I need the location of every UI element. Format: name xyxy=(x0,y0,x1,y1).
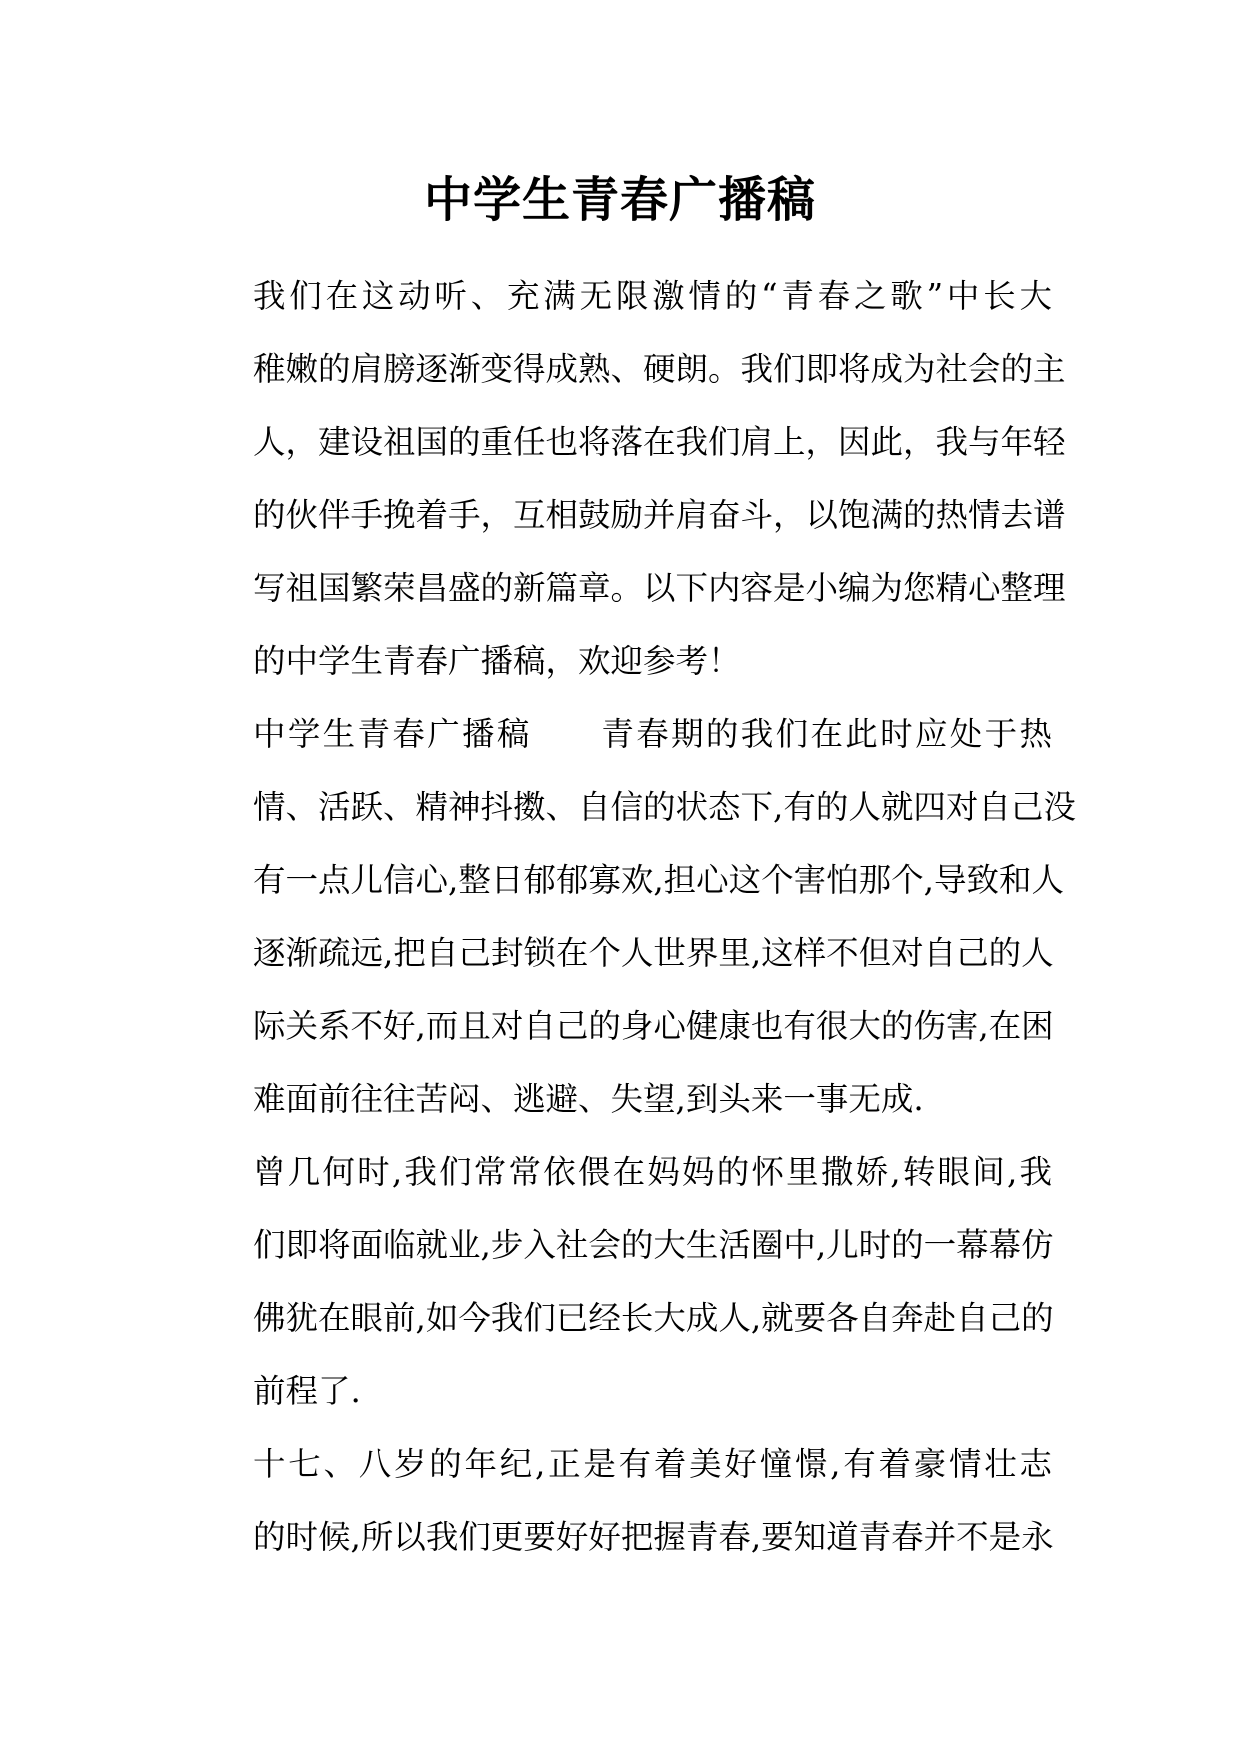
text-line: 的时候,所以我们更要好好把握青春,要知道青春并不是永 xyxy=(253,1518,1054,1556)
document-title: 中学生青春广播稿 xyxy=(423,172,816,228)
text-line: 的伙伴手挽着手，互相鼓励并肩奋斗，以饱满的热情去谱 xyxy=(253,496,1066,534)
text-line: 写祖国繁荣昌盛的新篇章。以下内容是小编为您精心整理 xyxy=(253,569,1066,607)
paragraph-broadcast xyxy=(188,698,1076,1136)
paragraph-intro xyxy=(188,260,1066,698)
document-body xyxy=(188,260,1076,1574)
paragraph-youth xyxy=(188,1428,1052,1574)
text-line: 稚嫩的肩膀逐渐变得成熟、硬朗。我们即将成为社会的主 xyxy=(253,350,1066,388)
text-line: 难面前往往苦闷、逃避、失望,到头来一事无成. xyxy=(253,1080,924,1118)
text-line: 曾几何时,我们常常依偎在妈妈的怀里撒娇,转眼间,我 xyxy=(253,1153,1052,1191)
text-line: 十七、八岁的年纪,正是有着美好憧憬,有着豪情壮志 xyxy=(253,1445,1052,1483)
text-line: 有一点儿信心,整日郁郁寡欢,担心这个害怕那个,导致和人 xyxy=(253,861,1064,899)
text-line: 的中学生青春广播稿，欢迎参考！ xyxy=(253,642,741,680)
text-line: 际关系不好,而且对自己的身心健康也有很大的伤害,在困 xyxy=(253,1007,1054,1045)
text-line: 我们在这动听、充满无限激情的“青春之歌”中长大 xyxy=(253,277,1052,315)
text-line: 逐渐疏远,把自己封锁在个人世界里,这样不但对自己的人 xyxy=(253,934,1054,972)
paragraph-childhood xyxy=(188,1136,1052,1428)
text-line: 人，建设祖国的重任也将落在我们肩上，因此，我与年轻 xyxy=(253,423,1066,461)
text-line: 们即将面临就业,步入社会的大生活圈中,儿时的一幕幕仿 xyxy=(253,1226,1054,1264)
text-line: 前程了. xyxy=(253,1372,361,1410)
text-line: 佛犹在眼前,如今我们已经长大成人,就要各自奔赴自己的 xyxy=(253,1299,1054,1337)
text-line: 中学生青春广播稿 青春期的我们在此时应处于热 xyxy=(253,715,1052,753)
text-line: 情、活跃、精神抖擞、自信的状态下,有的人就四对自己没 xyxy=(253,788,1076,826)
